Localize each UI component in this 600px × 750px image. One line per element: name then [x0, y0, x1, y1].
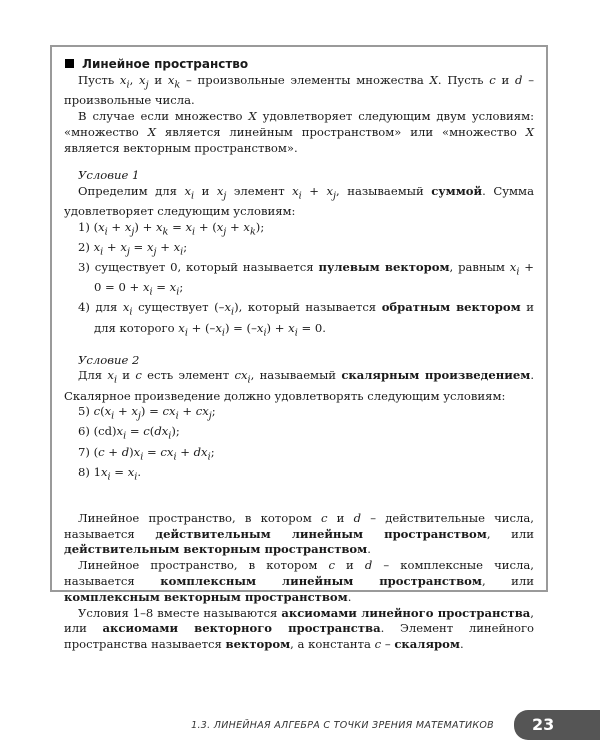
list-item: 8) $1x_i = x_i$.: [78, 464, 142, 482]
running-title: 1.3. ЛИНЕЙНАЯ АЛГЕБРА С ТОЧКИ ЗРЕНИЯ МАТЕМАТИКОВ: [191, 720, 494, 731]
page-number: 23: [514, 710, 600, 740]
closing-paragraph-1: Линейное пространство, в котором c и d – действительные числа, называется действительным линейным пространством, или действительным векторным пространством.: [64, 510, 534, 557]
intro-paragraph-2: В случае если множество X удовлетворяет следующим двум условиям: «множество X является линейным пространством» или «множество X является векторным пространством».: [64, 108, 535, 155]
page-footer: [0, 706, 600, 740]
condition-1-text: Определим для $x_i$ и $x_j$ элемент $x_i + x_j$, называемый суммой. Сумма удовлетворяет следующим условиям:: [64, 184, 534, 219]
list-item: 7) $(c + d)x_i = cx_i + dx_i$;: [78, 444, 215, 462]
list-item: 2) $x_i + x_j = x_j + x_i$;: [78, 240, 188, 258]
list-item: 5) $c(x_i + x_j) = cx_i + cx_j$;: [78, 404, 216, 422]
list-item: 3) существует 0, который называется пулевым вектором, равным $x_i + 0 = 0 + x_i = x_i$;: [78, 260, 534, 298]
condition-2-text: Для $x_i$ и c есть элемент $cx_i$, называемый скалярным произведением. Скалярное произведение должно удовлетворять следующим условиям:: [64, 368, 534, 403]
condition-1-heading: Условие 1: [78, 168, 140, 183]
list-item: 6) $(cd)x_i = c(dx_i)$;: [78, 424, 180, 442]
list-item: 4) для $x_i$ существует $(-x_i)$, который называется обратным вектором и для которого $x_i + (-x_i) = (-x_i) + x_i = 0$.: [78, 300, 534, 338]
definition-box: [50, 45, 548, 652]
closing-paragraph-2: Линейное пространство, в котором c и d – комплексные числа, называется комплексным линейным пространством, или комплексным векторным пространством.: [64, 558, 534, 604]
closing-paragraph-3: Условия 1–8 вместе называются аксиомами линейного пространства, или аксиомами векторного пространства. Элемент линейного пространства называется вектором, а константа c – скаляром.: [64, 605, 534, 652]
black-square-icon: [65, 59, 74, 68]
condition-2-heading: Условие 2: [78, 352, 140, 367]
section-title: Линейное пространство: [64, 57, 534, 72]
intro-paragraph-1: Пусть $x_i$, $x_j$ и $x_k$ – произвольные элементы множества X. Пусть c и d – произвольные числа.: [64, 73, 534, 108]
list-item: 1) $(x_i + x_j) + x_k = x_i + (x_j + x_k)$;: [78, 220, 265, 238]
